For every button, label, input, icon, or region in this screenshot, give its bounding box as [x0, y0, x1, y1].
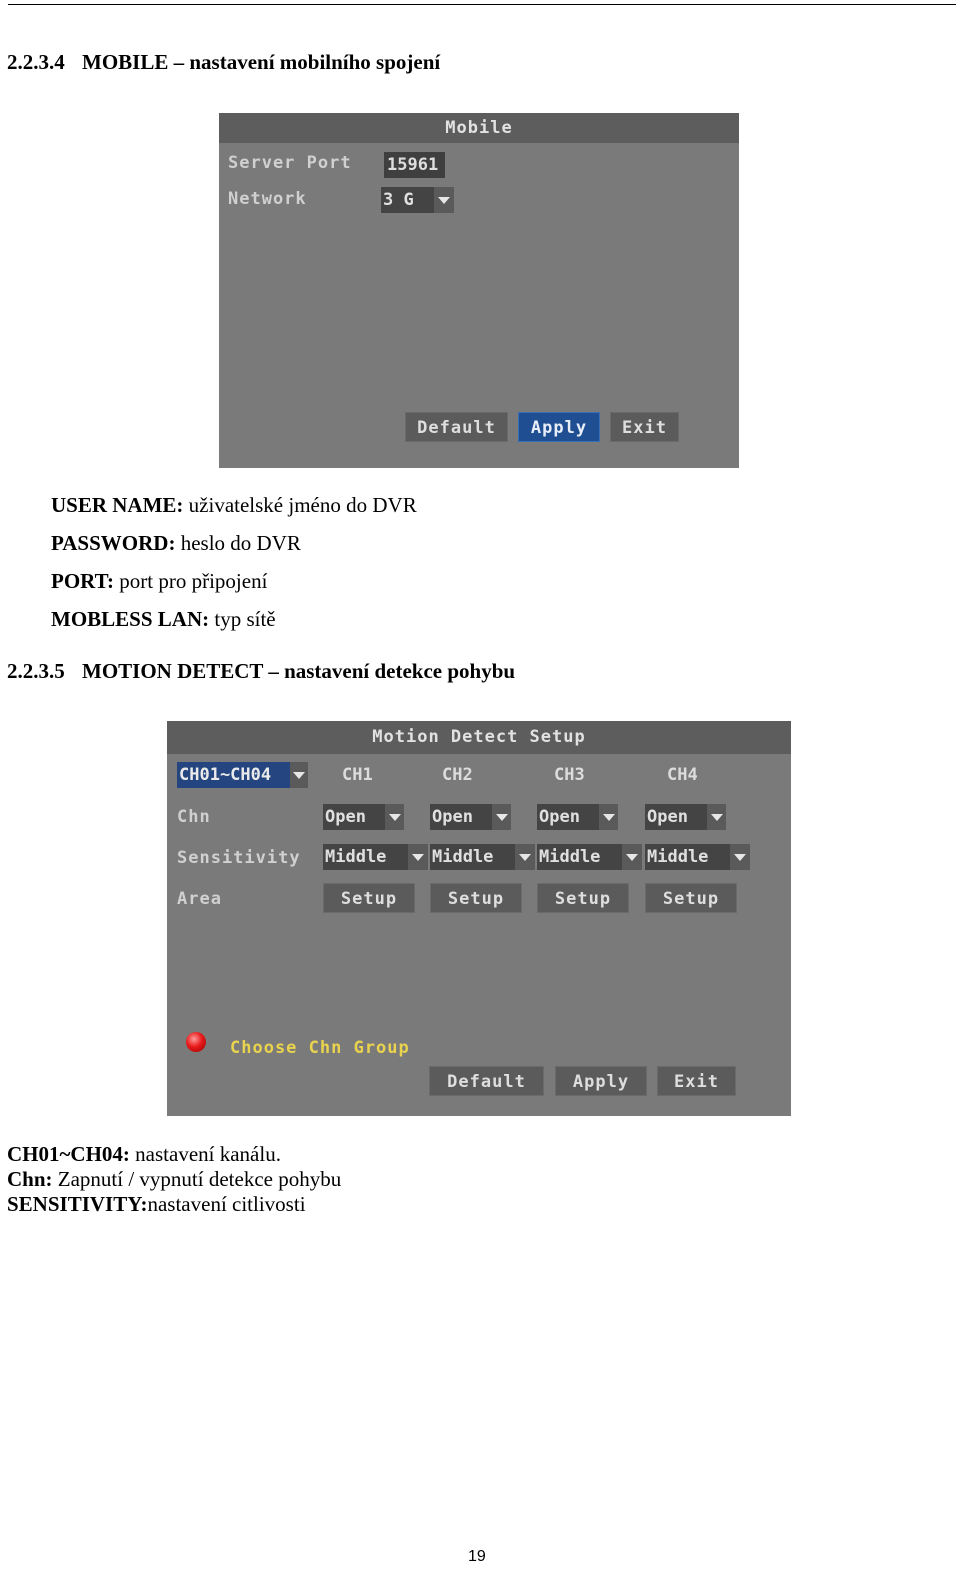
- sensitivity-label: Sensitivity: [177, 848, 301, 868]
- desc-term: SENSITIVITY:: [7, 1192, 148, 1216]
- sensitivity-select-value: Middle: [430, 844, 515, 870]
- section-heading-motion: [7, 659, 515, 684]
- chn-label: Chn: [177, 807, 211, 827]
- desc-text: nastavení citlivosti: [147, 1192, 306, 1216]
- chn-select-ch3[interactable]: [537, 804, 618, 830]
- area-setup-button-ch2[interactable]: Setup: [430, 883, 522, 913]
- apply-button[interactable]: Apply: [518, 412, 600, 442]
- network-label: Network: [228, 189, 307, 209]
- chn-select-value: Open: [645, 804, 707, 830]
- desc-password: [51, 531, 301, 556]
- motion-screen-title: Motion Detect Setup: [167, 721, 791, 754]
- exit-button[interactable]: Exit: [610, 412, 679, 442]
- chn-select-ch1[interactable]: [323, 804, 404, 830]
- choose-chn-group-hint: Choose Chn Group: [230, 1038, 410, 1058]
- motion-detect-screen: [167, 721, 791, 1116]
- section-number: 2.2.3.4: [7, 50, 65, 74]
- chn-select-value: Open: [537, 804, 599, 830]
- chn-select-ch4[interactable]: [645, 804, 726, 830]
- sensitivity-select-ch1[interactable]: [323, 844, 428, 870]
- area-setup-button-ch4[interactable]: Setup: [645, 883, 737, 913]
- channel-header-ch1: CH1: [342, 765, 373, 785]
- default-button[interactable]: Default: [429, 1066, 544, 1096]
- chevron-down-icon: [434, 187, 454, 213]
- channel-group-value: CH01~CH04: [177, 762, 290, 788]
- chevron-down-icon: [730, 844, 750, 870]
- desc-text: port pro připojení: [114, 569, 268, 593]
- desc-text: uživatelské jméno do DVR: [183, 493, 417, 517]
- desc-term: Chn:: [7, 1167, 53, 1191]
- desc-text: nastavení kanálu.: [129, 1142, 281, 1166]
- desc-term: PASSWORD:: [51, 531, 176, 555]
- desc-term: USER NAME:: [51, 493, 184, 517]
- apply-button[interactable]: Apply: [555, 1066, 647, 1096]
- desc-user-name: [51, 493, 417, 518]
- chn-select-ch2[interactable]: [430, 804, 511, 830]
- section-title: MOTION DETECT – nastavení detekce pohybu: [82, 659, 516, 683]
- chevron-down-icon: [599, 804, 618, 830]
- section-number: 2.2.3.5: [7, 659, 65, 683]
- desc-term: CH01~CH04:: [7, 1142, 130, 1166]
- exit-button[interactable]: Exit: [657, 1066, 736, 1096]
- channel-header-ch2: CH2: [442, 765, 473, 785]
- desc-mobless-lan: [51, 607, 276, 632]
- top-rule: [8, 4, 956, 5]
- sensitivity-select-ch3[interactable]: [537, 844, 642, 870]
- default-button[interactable]: Default: [405, 412, 508, 442]
- channel-group-select[interactable]: [177, 762, 308, 788]
- chevron-down-icon: [290, 762, 308, 788]
- channel-header-ch3: CH3: [554, 765, 585, 785]
- desc-term: PORT:: [51, 569, 115, 593]
- mobile-settings-screen: [219, 113, 739, 468]
- section-heading-mobile: [7, 50, 440, 75]
- desc-text: typ sítě: [209, 607, 276, 631]
- server-port-input[interactable]: 15961: [384, 152, 445, 178]
- network-select[interactable]: [381, 187, 454, 213]
- sensitivity-select-value: Middle: [323, 844, 408, 870]
- area-label: Area: [177, 889, 222, 909]
- chevron-down-icon: [492, 804, 511, 830]
- chn-select-value: Open: [430, 804, 492, 830]
- page-number: 19: [468, 1548, 486, 1565]
- chevron-down-icon: [408, 844, 428, 870]
- sensitivity-select-ch2[interactable]: [430, 844, 535, 870]
- desc-sensitivity: [7, 1192, 306, 1217]
- sensitivity-select-value: Middle: [645, 844, 730, 870]
- desc-ch01-ch04: [7, 1142, 281, 1167]
- red-dot-icon: [186, 1032, 206, 1052]
- sensitivity-select-value: Middle: [537, 844, 622, 870]
- chevron-down-icon: [515, 844, 535, 870]
- server-port-label: Server Port: [228, 153, 352, 173]
- chevron-down-icon: [707, 804, 726, 830]
- desc-term: MOBLESS LAN:: [51, 607, 210, 631]
- mobile-screen-title: Mobile: [219, 113, 739, 143]
- channel-header-ch4: CH4: [667, 765, 698, 785]
- network-select-value: 3 G: [381, 187, 434, 213]
- chevron-down-icon: [622, 844, 642, 870]
- area-setup-button-ch1[interactable]: Setup: [323, 883, 415, 913]
- desc-text: Zapnutí / vypnutí detekce pohybu: [52, 1167, 342, 1191]
- chn-select-value: Open: [323, 804, 385, 830]
- chevron-down-icon: [385, 804, 404, 830]
- area-setup-button-ch3[interactable]: Setup: [537, 883, 629, 913]
- desc-text: heslo do DVR: [175, 531, 301, 555]
- section-title: MOBILE – nastavení mobilního spojení: [82, 50, 441, 74]
- sensitivity-select-ch4[interactable]: [645, 844, 750, 870]
- desc-port: [51, 569, 267, 594]
- desc-chn: [7, 1167, 341, 1192]
